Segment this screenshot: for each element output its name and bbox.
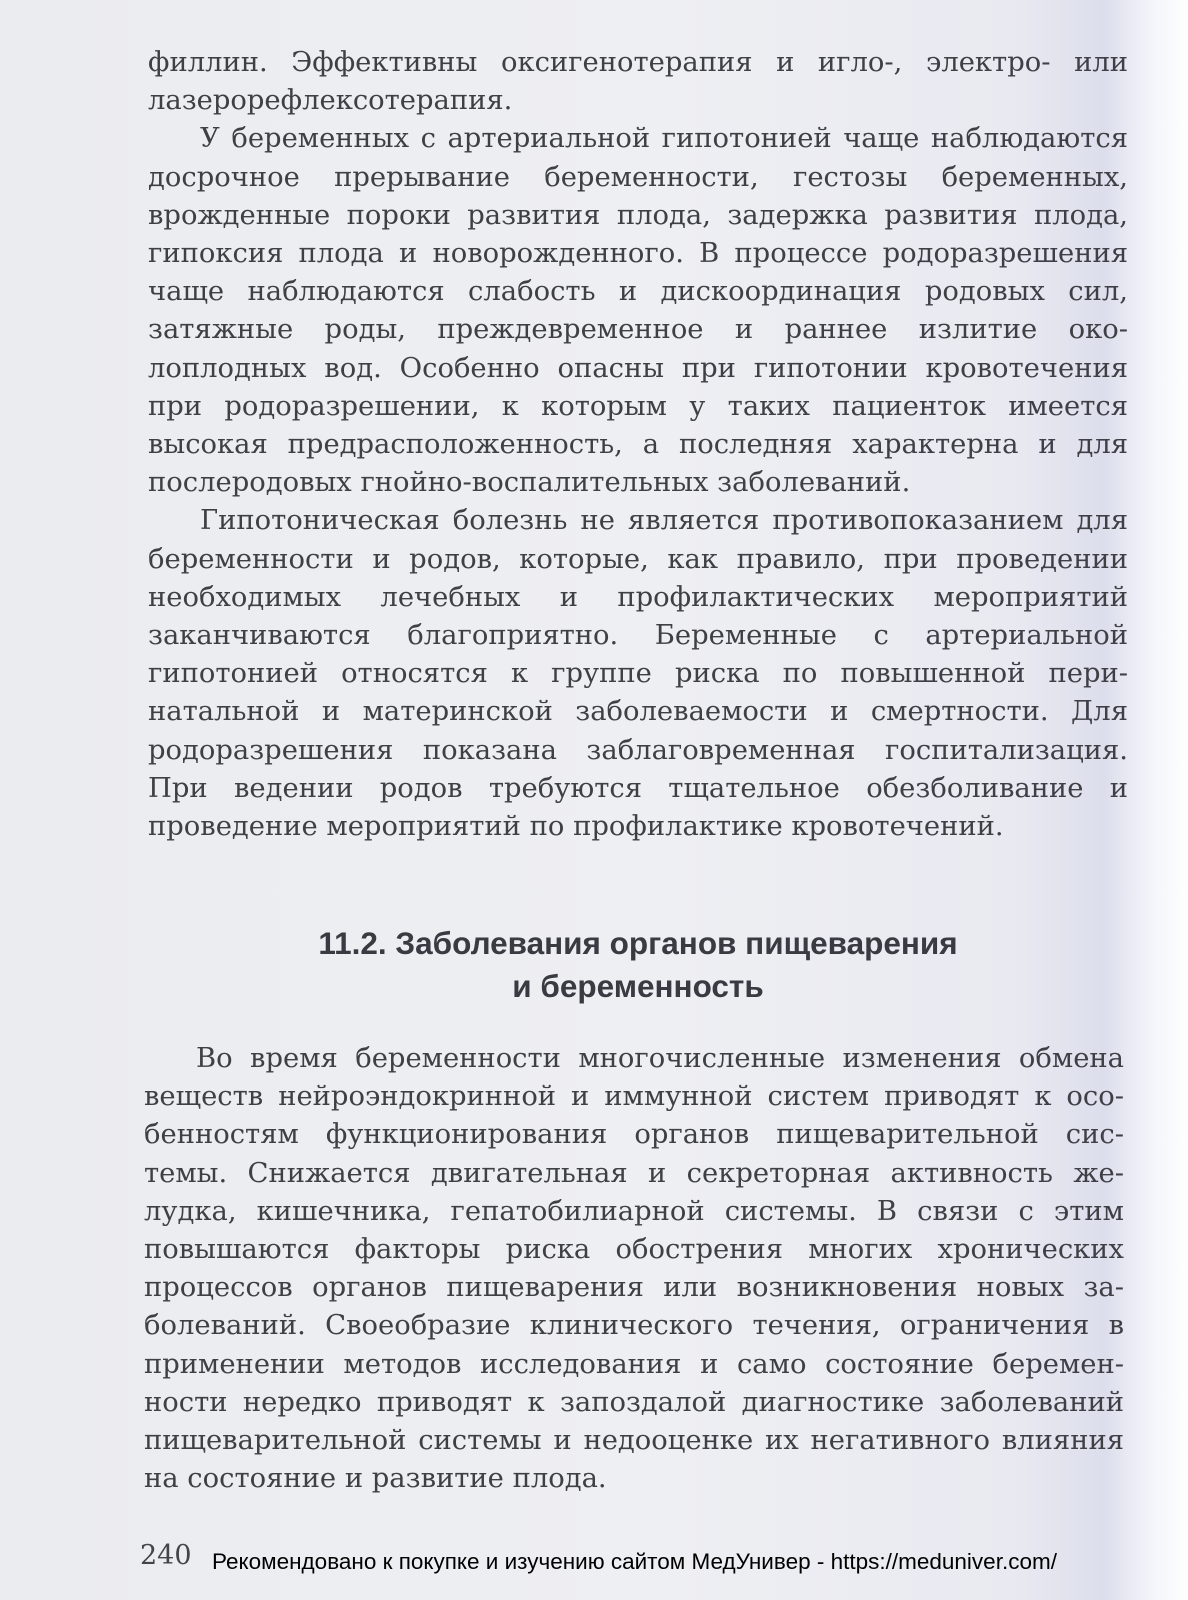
section-heading-line-1: 11.2. Заболевания органов пищеварения: [318, 925, 958, 961]
text-block-bottom: [144, 1040, 1124, 1498]
section-heading-line-2: и беременность: [512, 968, 764, 1004]
page-number: 240: [140, 1540, 192, 1571]
paragraph-digestive-changes: Во время беременности многочисленные изменения обмена веществ нейроэндокринной и иммунной систем приводят к особенностям функционирования органов пищеварительной системы. Снижается двигательная и секреторная активность желудка, кишечника, гепатобилиарной системы. В связи с этим повышаются факторы риска обострения многих хронических процессов органов пищеварения или возникновения новых заболеваний. Своеобразие клинического течения, ограничения в применении методов исследования и само состояние беременности нередко приводят к запоздалой диагностике заболеваний пищеварительной системы и недооценке их негативного влияния на состояние и развитие плода.: [144, 1043, 1124, 1495]
paragraph-hypotension-risks: У беременных с артериальной гипотонией чаще наблюдаются досрочное прерывание беременности, гестозы беременных, врожденные пороки развития плода, задержка развития плода, гипоксия плода и новорожденного. В процессе родоразрешения чаще наблюдаются слабость и дискоординация родовых сил, затяжные роды, преждевременное и раннее излитие околоплодных вод. Особенно опасны при гипотонии кровотечения при родоразрешении, к которым у таких пациенток имеется высокая предрасположенность, а последняя характерна и для послеродовых гнойно-воспалительных заболеваний.: [148, 123, 1128, 499]
text-block-top: [148, 44, 1128, 846]
section-heading: [148, 922, 1128, 1008]
paragraph-continuation: филлин. Эффективны оксигенотерапия и игло-, электро- или лазерорефлексотерапия.: [148, 47, 1128, 117]
paragraph-hypotonic-disease: Гипотоническая болезнь не является противопоказанием для беременности и родов, которые, как правило, при проведении необходимых лечебных и профилактических мероприятий заканчиваются благоприятно. Беременные с артериальной гипотонией относятся к группе риска по повышенной перинатальной и материнской заболеваемости и смертности. Для родоразрешения показана заблаговременная госпитализация. При ведении родов требуются тщательное обезболивание и проведение мероприятий по профилактике кровотечений.: [148, 505, 1128, 843]
watermark-text: Рекомендовано к покупке и изучению сайтом МедУнивер - https://meduniver.com/: [212, 1549, 1057, 1574]
